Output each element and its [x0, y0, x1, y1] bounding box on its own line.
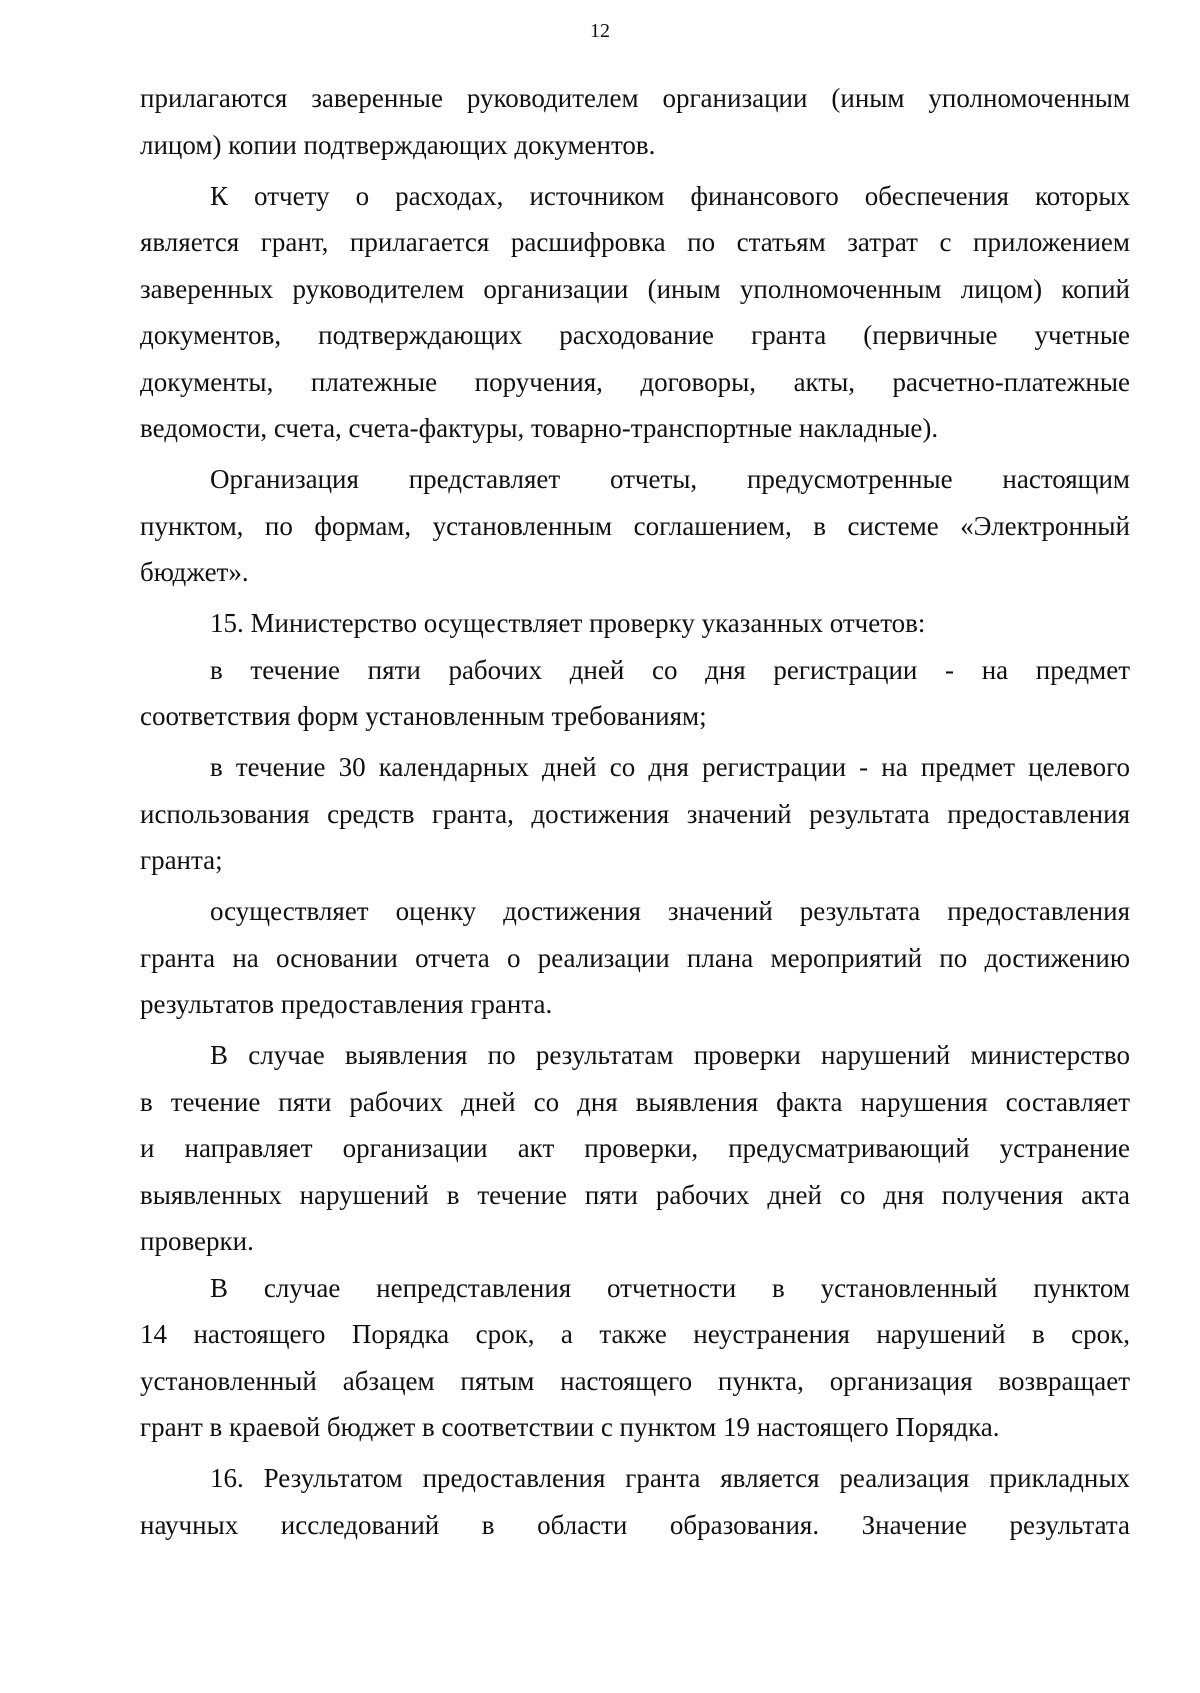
page-number: 12	[590, 20, 610, 42]
text-line: соответствия форм установленным требованиям;	[140, 701, 707, 731]
text-line: бюджет».	[140, 557, 249, 587]
text-line: В случае непредставления отчетности в установленный пунктом	[210, 1272, 1130, 1303]
text-line: проверки.	[140, 1226, 254, 1256]
text-line: ведомости, счета, счета-фактуры, товарно-транспортные накладные).	[140, 413, 939, 443]
text-line: грант в краевой бюджет в соответствии с пунктом 19 настоящего Порядка.	[140, 1412, 1000, 1442]
text-line: 15. Министерство осуществляет проверку указанных отчетов:	[210, 608, 926, 638]
text-line: использования средств гранта, достижения значений результата предоставления	[140, 798, 1130, 829]
text-line: установленный абзацем пятым настоящего пункта, организация возвращает	[140, 1365, 1130, 1396]
text-line: и направляет организации акт проверки, предусматривающий устранение	[140, 1133, 1130, 1163]
text-line: В случае выявления по результатам проверки нарушений министерство	[210, 1040, 1130, 1070]
text-line: документы, платежные поручения, договоры, акты, расчетно-платежные	[140, 366, 1130, 397]
text-line: гранта на основании отчета о реализации плана мероприятий по достижению	[140, 942, 1130, 973]
text-line: является грант, прилагается расшифровка по статьям затрат с приложением	[140, 227, 1130, 257]
text-line: научных исследований в области образования. Значение результата	[140, 1509, 1130, 1540]
text-line: гранта;	[140, 845, 223, 875]
text-line: осуществляет оценку достижения значений результата предоставления	[210, 896, 1130, 926]
text-line: в течение 30 календарных дней со дня регистрации - на предмет целевого	[210, 752, 1130, 782]
text-line: документов, подтверждающих расходование гранта (первичные учетные	[140, 320, 1130, 350]
text-line: заверенных руководителем организации (иным уполномоченным лицом) копий	[140, 273, 1130, 304]
text-line: пунктом, по формам, установленным соглашением, в системе «Электронный	[140, 510, 1130, 541]
text-line: в течение пяти рабочих дней со дня регистрации - на предмет	[210, 654, 1130, 685]
text-line: Организация представляет отчеты, предусмотренные настоящим	[210, 464, 1130, 494]
text-line: в течение пяти рабочих дней со дня выявления факта нарушения составляет	[140, 1086, 1130, 1117]
text-line: прилагаются заверенные руководителем организации (иным уполномоченным	[140, 83, 1130, 113]
text-line: выявленных нарушений в течение пяти рабочих дней со дня получения акта	[140, 1179, 1130, 1210]
document-body	[140, 78, 1130, 1551]
text-line: результатов предоставления гранта.	[140, 989, 553, 1019]
text-line: 16. Результатом предоставления гранта является реализация прикладных	[210, 1463, 1130, 1493]
text-line: 14 настоящего Порядка срок, а также неустранения нарушений в срок,	[140, 1319, 1130, 1349]
text-line: лицом) копии подтверждающих документов.	[140, 129, 656, 160]
text-line: К отчету о расходах, источником финансового обеспечения которых	[210, 180, 1130, 211]
